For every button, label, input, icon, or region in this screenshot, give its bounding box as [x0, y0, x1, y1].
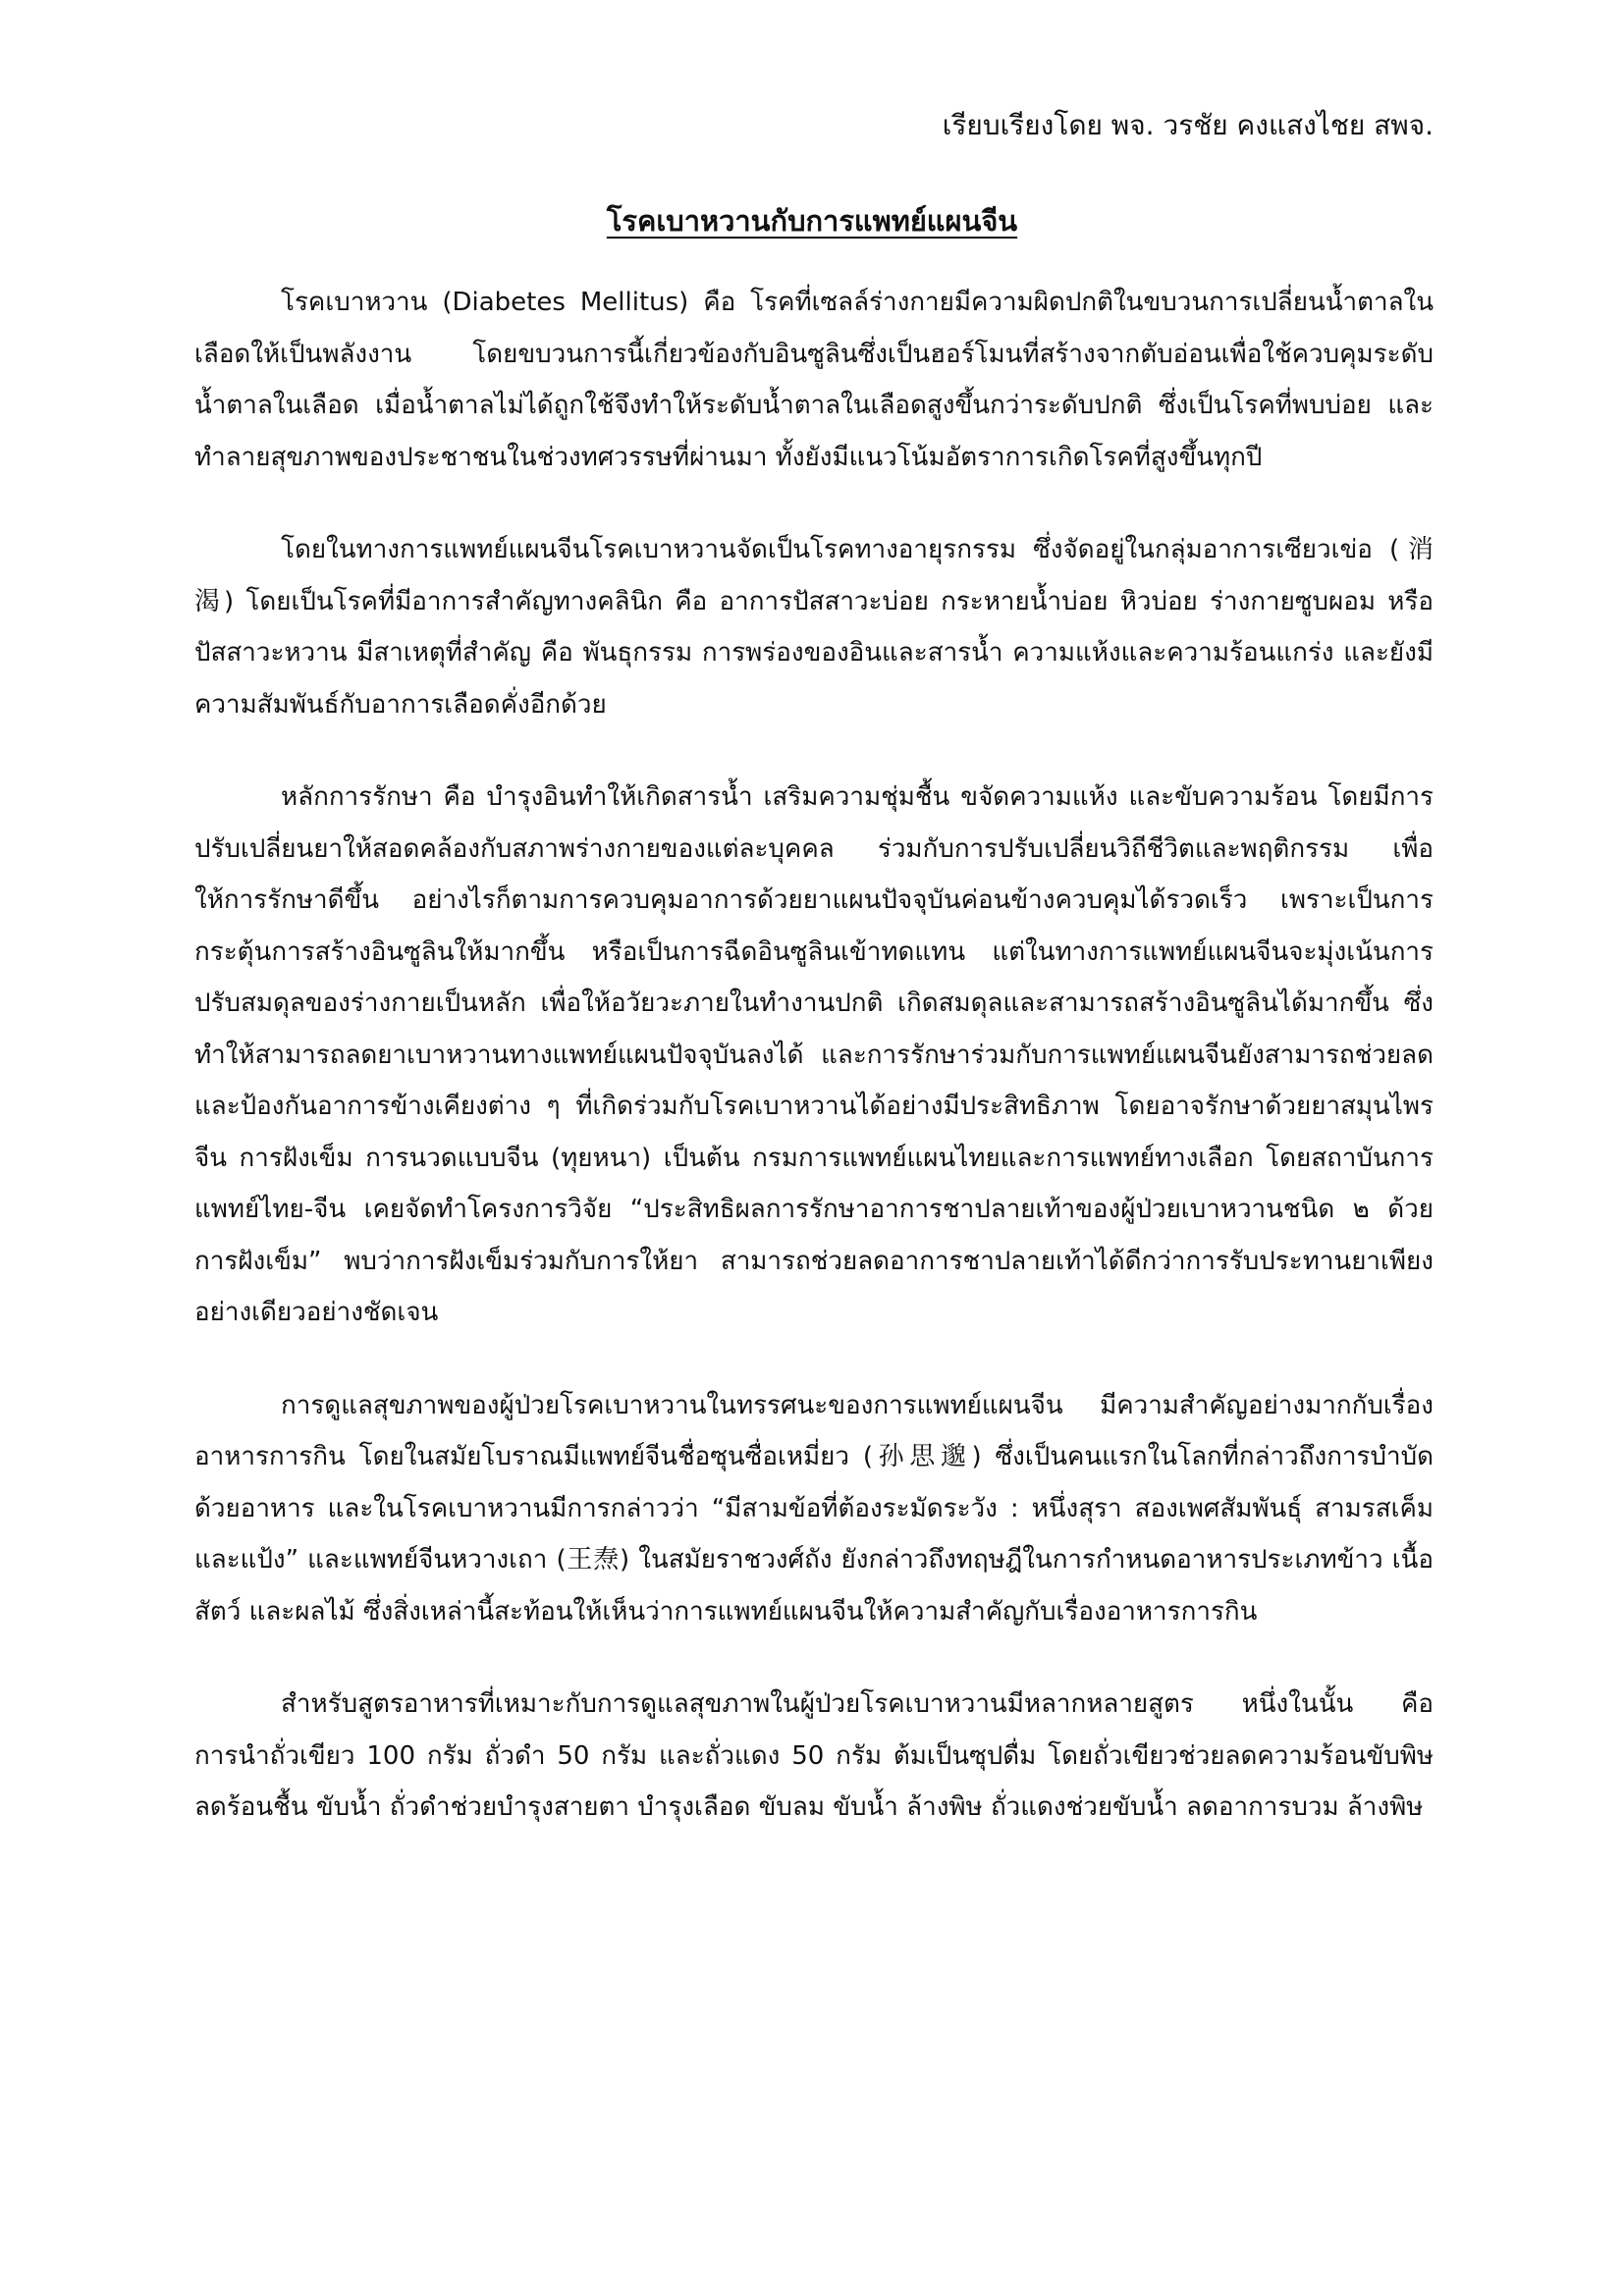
paragraph-definition: โรคเบาหวาน (Diabetes Mellitus) คือ โรคที่เซลล์ร่างกายมีความผิดปกติในขบวนการเปลี่ยนน้ำตาลในเลือดให้เป็นพลังงาน โดยขบวนการนี้เกี่ยวข้องกับอินซูลินซึ่งเป็นฮอร์โมนที่สร้างจากตับอ่อนเพื่อใช้ควบคุมระดับน้ำตาลในเลือด เมื่อน้ำตาลไม่ได้ถูกใช้จึงทำให้ระดับน้ำตาลในเลือดสูงขึ้นกว่าระดับปกติ ซึ่งเป็นโรคที่พบบ่อย และทำลายสุขภาพของประชาชนในช่วงทศวรรษที่ผ่านมา ทั้งยังมีแนวโน้มอัตราการเกิดโรคที่สูงขึ้นทุกปี: [194, 288, 1434, 472]
document-body: [194, 277, 1434, 1875]
paragraph-treatment-principles: หลักการรักษา คือ บำรุงอินทำให้เกิดสารน้ำ เสริมความชุ่มชื้น ขจัดความแห้ง และขับความร้อน โดยมีการปรับเปลี่ยนยาให้สอดคล้องกับสภาพร่างกายของแต่ละบุคคล ร่วมกับการปรับเปลี่ยนวิถีชีวิตและพฤติกรรม เพื่อให้การรักษาดีขึ้น อย่างไรก็ตามการควบคุมอาการด้วยยาแผนปัจจุบันค่อนข้างควบคุมได้รวดเร็ว เพราะเป็นการกระตุ้นการสร้างอินซูลินให้มากขึ้น หรือเป็นการฉีดอินซูลินเข้าทดแทน แต่ในทางการแพทย์แผนจีนจะมุ่งเน้นการปรับสมดุลของร่างกายเป็นหลัก เพื่อให้อวัยวะภายในทำงานปกติ เกิดสมดุลและสามารถสร้างอินซูลินได้มากขึ้น ซึ่งทำให้สามารถลดยาเบาหวานทางแพทย์แผนปัจจุบันลงได้ และการรักษาร่วมกับการแพทย์แผนจีนยังสามารถช่วยลดและป้องกันอาการข้างเคียงต่าง ๆ ที่เกิดร่วมกับโรคเบาหวานได้อย่างมีประสิทธิภาพ โดยอาจรักษาด้วยยาสมุนไพรจีน การฝังเข็ม การนวดแบบจีน (ทุยหนา) เป็นต้น กรมการแพทย์แผนไทยและการแพทย์ทางเลือก โดยสถาบันการแพทย์ไทย-จีน เคยจัดทำโครงการวิจัย “ประสิทธิผลการรักษาอาการชาปลายเท้าของผู้ป่วยเบาหวานชนิด ๒ ด้วยการฝังเข็ม” พบว่าการฝังเข็มร่วมกับการให้ยา สามารถช่วยลดอาการชาปลายเท้าได้ดีกว่าการรับประทานยาเพียงอย่างเดียวอย่างชัดเจน: [194, 782, 1434, 1327]
paragraph-recipe: สำหรับสูตรอาหารที่เหมาะกับการดูแลสุขภาพในผู้ป่วยโรคเบาหวานมีหลากหลายสูตร หนึ่งในนั้น คือ การนำถั่วเขียว 100 กรัม ถั่วดำ 50 กรัม และถั่วแดง 50 กรัม ต้มเป็นซุปดื่ม โดยถั่วเขียวช่วยลดความร้อนขับพิษ ลดร้อนชื้น ขับน้ำ ถั่วดำช่วยบำรุงสายตา บำรุงเลือด ขับลม ขับน้ำ ล้างพิษ ถั่วแดงช่วยขับน้ำ ลดอาการบวม ล้างพิษ: [194, 1689, 1434, 1822]
paragraph-diet-care: การดูแลสุขภาพของผู้ป่วยโรคเบาหวานในทรรศนะของการแพทย์แผนจีน มีความสำคัญอย่างมากกับเรื่องอาหารการกิน โดยในสมัยโบราณมีแพทย์จีนชื่อซุนซื่อเหมี่ยว (孙思邈) ซึ่งเป็นคนแรกในโลกที่กล่าวถึงการบำบัดด้วยอาหาร และในโรคเบาหวานมีการกล่าวว่า “มีสามข้อที่ต้องระมัดระวัง : หนึ่งสุรา สองเพศสัมพันธุ์ สามรสเค็มและแป้ง” และแพทย์จีนหวางเถา (王焘) ในสมัยราชวงศ์ถัง ยังกล่าวถึงทฤษฎีในการกำหนดอาหารประเภทข้าว เนื้อสัตว์ และผลไม้ ซึ่งสิ่งเหล่านี้สะท้อนให้เห็นว่าการแพทย์แผนจีนให้ความสำคัญกับเรื่องอาหารการกิน: [194, 1390, 1434, 1627]
document-title: โรคเบาหวานกับการแพทย์แผนจีน: [606, 204, 1018, 238]
author-line: เรียบเรียงโดย พจ. วรชัย คงแสงไชย สพจ.: [942, 109, 1434, 141]
paragraph-tcm-classification: โดยในทางการแพทย์แผนจีนโรคเบาหวานจัดเป็นโรคทางอายุรกรรม ซึ่งจัดอยู่ในกลุ่มอาการเซียวเข่อ (消渴) โดยเป็นโรคที่มีอาการสำคัญทางคลินิก คือ อาการปัสสาวะบ่อย กระหายน้ำบ่อย หิวบ่อย ร่างกายซูบผอม หรือปัสสาวะหวาน มีสาเหตุที่สำคัญ คือ พันธุกรรม การพร่องของอินและสารน้ำ ความแห้งและความร้อนแกร่ง และยังมีความสัมพันธ์กับอาการเลือดคั่งอีกด้วย: [194, 535, 1434, 720]
